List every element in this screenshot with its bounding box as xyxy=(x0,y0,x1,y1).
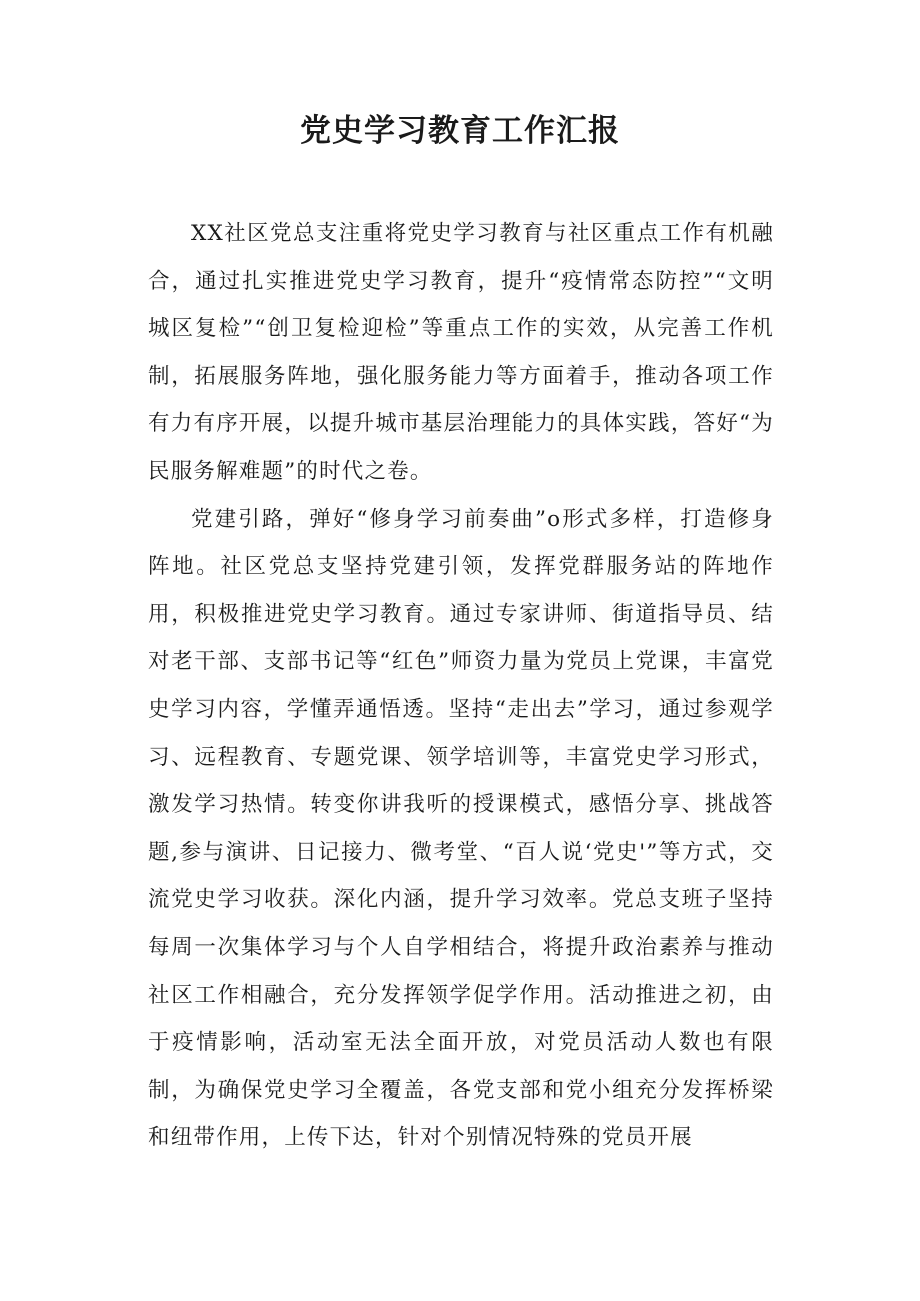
paragraph-party-building: 党建引路，弹好“修身学习前奏曲”o形式多样，打造修身阵地。社区党总支坚持党建引领，发挥党群服务站的阵地作用，积极推进党史学习教育。通过专家讲师、街道指导员、结对老干部、支部书记等“红色”师资力量为党员上党课，丰富党史学习内容，学懂弄通悟透。坚持“走出去”学习，通过参观学习、远程教育、专题党课、领学培训等，丰富党史学习形式，激发学习热情。转变你讲我听的授课模式，感悟分享、挑战答题,参与演讲、日记接力、微考堂、“百人说‘党史'”等方式，交流党史学习收获。深化内涵，提升学习效率。党总支班子坚持每周一次集体学习与个人自学相结合，将提升政治素养与推动社区工作相融合，充分发挥领学促学作用。活动推进之初，由于疫情影响，活动室无法全面开放，对党员活动人数也有限制，为确保党史学习全覆盖，各党支部和党小组充分发挥桥梁和纽带作用，上传下达，针对个别情况特殊的党员开展 xyxy=(148,506,774,1151)
paragraph-intro: XX社区党总支注重将党史学习教育与社区重点工作有机融合，通过扎实推进党史学习教育，提升“疫情常态防控”“文明城区复检”“创卫复检迎检”等重点工作的实效，从完善工作机制，拓展服务阵地，强化服务能力等方面着手，推动各项工作有力有序开展，以提升城市基层治理能力的具体实践，答好“为民服务解难题”的时代之卷。 xyxy=(148,221,774,484)
document-title: 党史学习教育工作汇报 xyxy=(300,113,620,149)
document-body xyxy=(148,210,774,1162)
